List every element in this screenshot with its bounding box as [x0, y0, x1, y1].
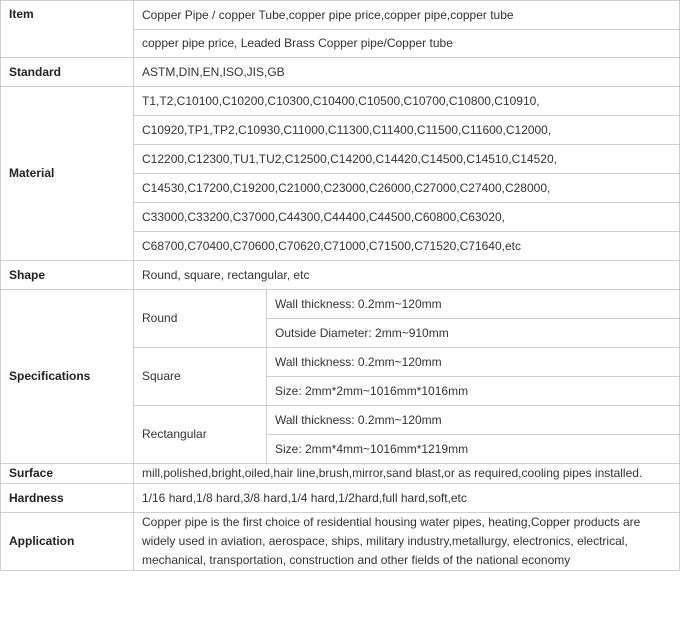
material-line-5: C33000,C33200,C37000,C44300,C44400,C44500,C60800,C63020,	[134, 203, 680, 232]
specifications-label: Specifications	[1, 290, 134, 464]
spec-group-rectangular: Rectangular	[134, 406, 267, 464]
spec-detail: Size: 2mm*2mm~1016mm*1016mm	[267, 377, 680, 406]
application-row	[1, 513, 680, 571]
hardness-label: Hardness	[1, 484, 134, 513]
standard-label: Standard	[1, 58, 134, 87]
shape-row	[1, 261, 680, 290]
spec-detail: Outside Diameter: 2mm~910mm	[267, 319, 680, 348]
material-line-1: T1,T2,C10100,C10200,C10300,C10400,C10500,C10700,C10800,C10910,	[134, 87, 680, 116]
item-value-2: copper pipe price, Leaded Brass Copper pipe/Copper tube	[134, 30, 680, 58]
material-line-4: C14530,C17200,C19200,C21000,C23000,C26000,C27000,C27400,C28000,	[134, 174, 680, 203]
spec-detail: Size: 2mm*4mm~1016mm*1219mm	[267, 435, 680, 464]
spec-group-round: Round	[134, 290, 267, 348]
item-row	[1, 1, 680, 30]
hardness-value: 1/16 hard,1/8 hard,3/8 hard,1/4 hard,1/2hard,full hard,soft,etc	[134, 484, 680, 513]
material-line-2: C10920,TP1,TP2,C10930,C11000,C11300,C11400,C11500,C11600,C12000,	[134, 116, 680, 145]
application-value: Copper pipe is the first choice of residential housing water pipes, heating,Copper products are widely used in aviation, aerospace, ships, military industry,metallurgy, electronics, electrical, mechanical, transportation, construction and other fields of the national economy	[134, 513, 680, 571]
material-row	[1, 87, 680, 116]
application-label: Application	[1, 513, 134, 571]
spec-detail: Wall thickness: 0.2mm~120mm	[267, 348, 680, 377]
item-value-1: Copper Pipe / copper Tube,copper pipe price,copper pipe,copper tube	[134, 1, 680, 30]
shape-label: Shape	[1, 261, 134, 290]
surface-value: mill,polished,bright,oiled,hair line,brush,mirror,sand blast,or as required,cooling pipes installed.	[134, 464, 680, 484]
item-label: Item	[1, 1, 134, 58]
material-line-3: C12200,C12300,TU1,TU2,C12500,C14200,C14420,C14500,C14510,C14520,	[134, 145, 680, 174]
spec-row-round-1	[1, 290, 680, 319]
hardness-row	[1, 484, 680, 513]
material-label: Material	[1, 87, 134, 261]
standard-row	[1, 58, 680, 87]
spec-group-square: Square	[134, 348, 267, 406]
shape-value: Round, square, rectangular, etc	[134, 261, 680, 290]
standard-value: ASTM,DIN,EN,ISO,JIS,GB	[134, 58, 680, 87]
spec-detail: Wall thickness: 0.2mm~120mm	[267, 406, 680, 435]
spec-detail: Wall thickness: 0.2mm~120mm	[267, 290, 680, 319]
surface-label: Surface	[1, 464, 134, 484]
surface-row	[1, 464, 680, 484]
material-line-6: C68700,C70400,C70600,C70620,C71000,C71500,C71520,C71640,etc	[134, 232, 680, 261]
